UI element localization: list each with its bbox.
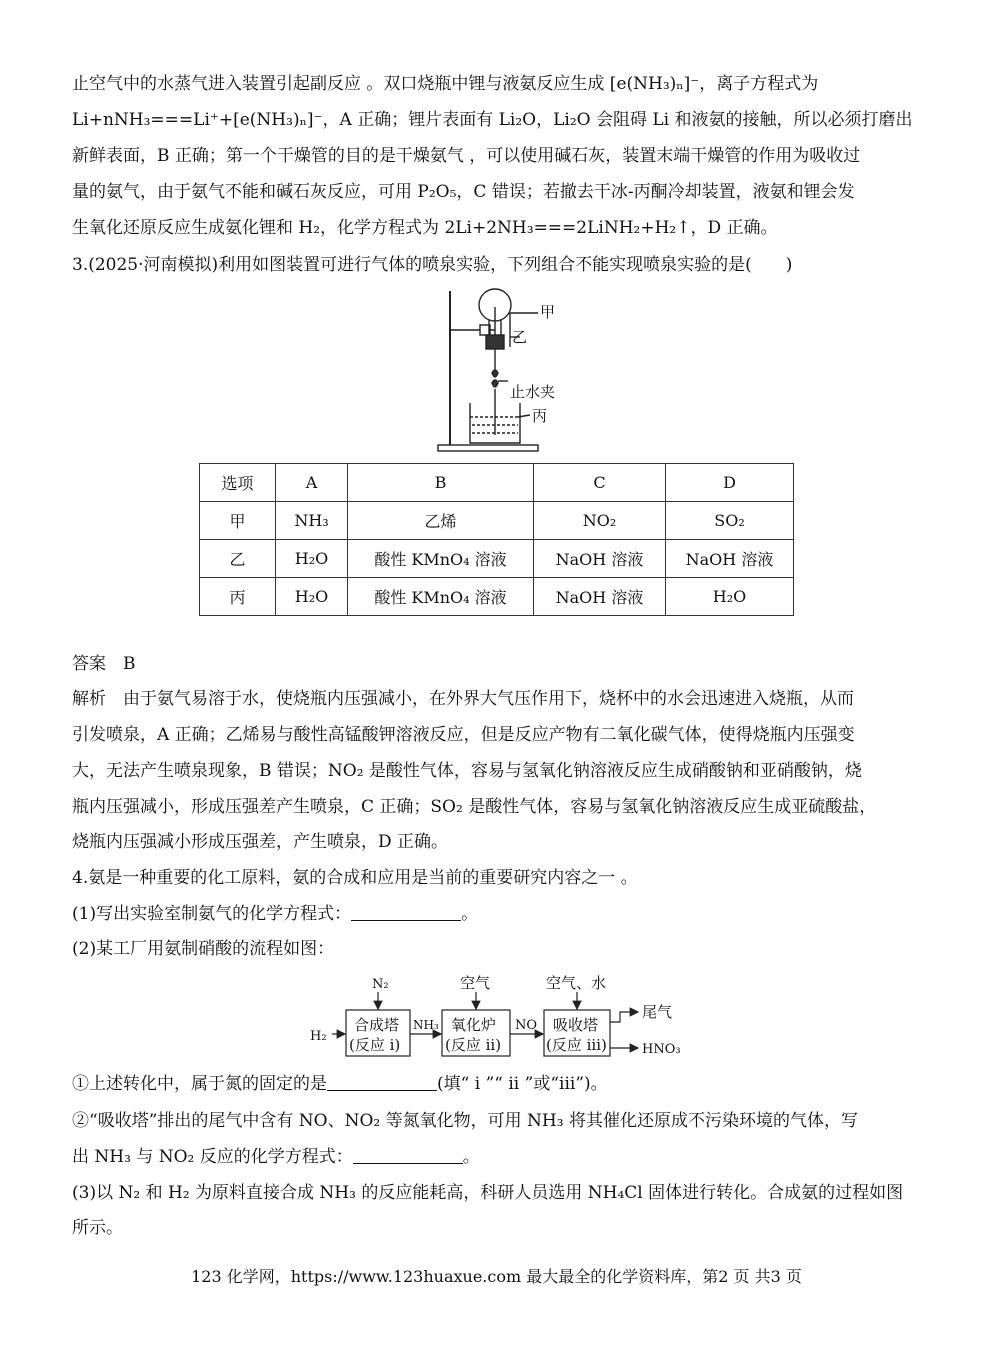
label-bing: 丙	[532, 407, 548, 425]
q4-sub1-text: (1)写出实验室制氨气的化学方程式：	[72, 904, 352, 924]
table-cell: 酸性 KMnO₄ 溶液	[348, 540, 534, 578]
table-cell: SO₂	[666, 502, 794, 540]
answer-blank[interactable]	[327, 1074, 437, 1091]
q4-c2-line1: ②“吸收塔”排出的尾气中含有 NO、NO₂ 等氮氧化物，可用 NH₃ 将其催化还原成不污染环境的气体，写	[72, 1111, 858, 1131]
flow-air-water: 空气、水	[546, 974, 607, 992]
ammonia-nitric-acid-flowchart	[310, 972, 690, 1067]
flow-air: 空气	[460, 974, 491, 992]
q4-stem: 4.氨是一种重要的化工原料，氨的合成和应用是当前的重要研究内容之一 。	[72, 868, 638, 888]
table-row	[200, 578, 794, 616]
q4-c2-line2	[72, 1145, 480, 1169]
flow-nh3: NH₃	[413, 1018, 439, 1032]
q4-sub3-line1: (3)以 N₂ 和 H₂ 为原料直接合成 NH₃ 的反应能耗高，科研人员选用 NH₄Cl 固体进行转化。合成氨的过程如图	[72, 1183, 904, 1203]
q4-c2-end: 。	[462, 1147, 480, 1167]
box3-title: 吸收塔	[553, 1016, 599, 1034]
table-header-row	[200, 464, 794, 502]
box3-sub: (反应 iii)	[546, 1036, 607, 1054]
analysis-line1: 解析 由于氨气易溶于水，使烧瓶内压强减小，在外界大气压作用下，烧杯中的水会迅速进入烧瓶，从而	[72, 689, 854, 709]
box1-title: 合成塔	[354, 1016, 400, 1034]
table-cell: 乙烯	[348, 502, 534, 540]
table-cell: NaOH 溶液	[666, 540, 794, 578]
table-cell: H₂O	[276, 578, 348, 616]
flow-hno3: HNO₃	[642, 1042, 681, 1057]
table-cell: NO₂	[534, 502, 666, 540]
table-cell: 丙	[200, 578, 276, 616]
table-cell: NaOH 溶液	[534, 578, 666, 616]
para1-line3: 新鲜表面，B 正确；第一个干燥管的目的是干燥氨气 ，可以使用碱石灰，装置末端干燥管的作用为吸收过	[72, 146, 861, 166]
table-row	[200, 540, 794, 578]
para1-line1: 止空气中的水蒸气进入装置引起副反应 。双口烧瓶中锂与液氨反应生成 [e(NH₃)ₙ]⁻，离子方程式为	[72, 74, 819, 94]
table-cell: D	[666, 464, 794, 502]
para1-line5: 生氧化还原反应生成氨化锂和 H₂，化学方程式为 2Li+2NH₃===2LiNH₂+H₂↑，D 正确。	[72, 218, 778, 238]
analysis-line2: 引发喷泉，A 正确；乙烯易与酸性高锰酸钾溶液反应，但是反应产物有二氧化碳气体，使得烧瓶内压强变	[72, 725, 855, 745]
table-cell: 选项	[200, 464, 276, 502]
answer: 答案 B	[72, 654, 136, 674]
q4-sub2: (2)某工厂用氨制硝酸的流程如图：	[72, 939, 335, 959]
table-cell: 甲	[200, 502, 276, 540]
box2-title: 氧化炉	[451, 1016, 497, 1034]
flow-no: NO	[515, 1018, 538, 1033]
table-cell: H₂O	[276, 540, 348, 578]
q4-sub1-end: 。	[461, 904, 479, 924]
table-cell: B	[348, 464, 534, 502]
box2-sub: (反应 ii)	[445, 1036, 502, 1054]
q4-sub1	[72, 902, 478, 926]
para1-line2: Li+nNH₃===Li⁺+[e(NH₃)ₙ]⁻，A 正确；锂片表面有 Li₂O，Li₂O 会阻碍 Li 和液氨的接触，所以必须打磨出	[72, 110, 913, 130]
q4-c1-hint: (填“ i ”“ ii ”或“iii”)。	[437, 1074, 608, 1094]
table-cell: 酸性 KMnO₄ 溶液	[348, 578, 534, 616]
page-footer: 123 化学网，https://www.123huaxue.com 最大最全的化学资料库，第2 页 共3 页	[191, 1267, 802, 1286]
table-cell: C	[534, 464, 666, 502]
flow-tail-gas: 尾气	[642, 1003, 673, 1021]
table-cell: 乙	[200, 540, 276, 578]
label-yi: 乙	[512, 328, 528, 346]
options-table	[199, 463, 794, 616]
flow-h2: H₂	[310, 1029, 327, 1044]
analysis-line4: 瓶内压强减小，形成压强差产生喷泉，C 正确；SO₂ 是酸性气体，容易与氢氧化钠溶液反应生成亚硫酸盐，	[72, 797, 877, 817]
fountain-apparatus-figure	[420, 285, 590, 455]
analysis-line5: 烧瓶内压强减小形成压强差，产生喷泉，D 正确。	[72, 832, 449, 852]
table-cell: NaOH 溶液	[534, 540, 666, 578]
analysis-line3: 大，无法产生喷泉现象，B 错误；NO₂ 是酸性气体，容易与氢氧化钠溶液反应生成硝酸钠和亚硝酸钠，烧	[72, 761, 862, 781]
box1-sub: (反应 i)	[349, 1036, 401, 1054]
label-jia: 甲	[540, 303, 556, 321]
q4-sub3-line2: 所示。	[72, 1218, 123, 1238]
flow-n2: N₂	[372, 977, 389, 992]
q4-c1	[72, 1072, 608, 1096]
table-row	[200, 502, 794, 540]
q3-stem: 3.(2025·河南模拟)利用如图装置可进行气体的喷泉实验，下列组合不能实现喷泉实验的是( )	[72, 255, 793, 275]
answer-blank[interactable]	[353, 1147, 463, 1164]
q4-c1-text: ①上述转化中，属于氮的固定的是	[72, 1074, 327, 1094]
table-cell: A	[276, 464, 348, 502]
para1-line4: 量的氨气，由于氨气不能和碱石灰反应，可用 P₂O₅，C 错误；若撤去干冰-丙酮冷却装置，液氨和锂会发	[72, 182, 855, 202]
table-cell: H₂O	[666, 578, 794, 616]
answer-blank[interactable]	[351, 904, 461, 921]
q4-c2-text: 出 NH₃ 与 NO₂ 反应的化学方程式：	[72, 1147, 353, 1167]
label-clamp: 止水夹	[510, 383, 556, 401]
table-cell: NH₃	[276, 502, 348, 540]
